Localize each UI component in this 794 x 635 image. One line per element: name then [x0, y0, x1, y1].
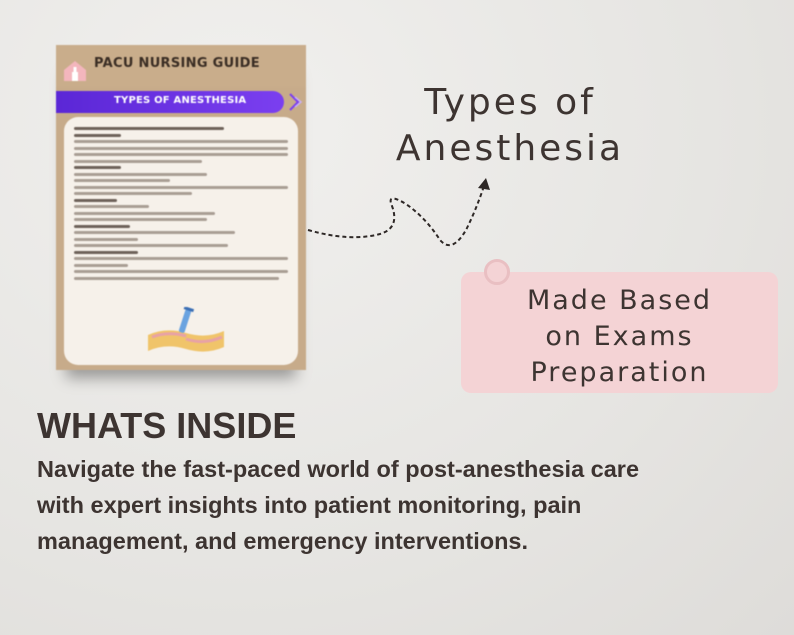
hero-title — [360, 80, 660, 172]
sheet-banner-title: TYPES OF ANESTHESIA — [114, 95, 247, 106]
hero-title-line2: Anesthesia — [395, 128, 625, 169]
badge-line2: on Exams — [545, 321, 694, 352]
section-heading: WHATS INSIDE — [37, 405, 297, 446]
sheet-banner — [56, 91, 284, 113]
sheet-title: PACU NURSING GUIDE — [94, 56, 260, 71]
dotted-arrow-icon — [300, 170, 500, 260]
badge-line3: Preparation — [530, 357, 709, 388]
house-icon — [62, 57, 88, 83]
description-line: with expert insights into patient monitoring, pain — [37, 492, 582, 518]
hero-title-line1: Types of — [424, 82, 596, 123]
badge-pin-icon — [484, 259, 510, 285]
description-line: management, and emergency interventions. — [37, 528, 529, 554]
syringe-icon — [146, 307, 226, 357]
sheet-header — [56, 45, 306, 87]
sheet-text-lines — [74, 127, 288, 283]
guide-sheet-image — [56, 45, 306, 370]
section-description — [37, 451, 777, 559]
sheet-body — [64, 117, 298, 365]
exam-badge-text — [461, 283, 778, 391]
badge-line1: Made Based — [526, 285, 713, 316]
description-line: Navigate the fast-paced world of post-anesthesia care — [37, 456, 640, 482]
banner-decoration-icon — [286, 91, 304, 113]
